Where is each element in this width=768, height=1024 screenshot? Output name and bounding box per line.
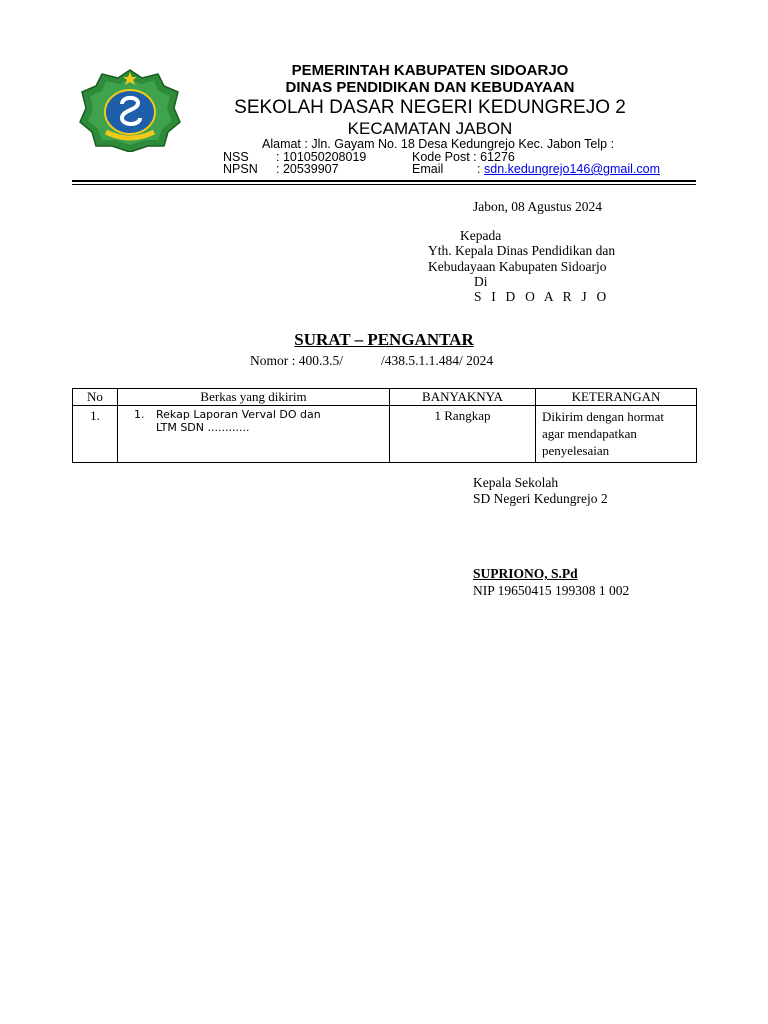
- government-line: PEMERINTAH KABUPATEN SIDOARJO: [291, 62, 569, 79]
- nss-label: NSS: [223, 150, 249, 164]
- school-address: Alamat : Jln. Gayam No. 18 Desa Kedungrejo Kec. Jabon Telp :: [262, 137, 615, 151]
- nss-value: : 101050208019: [276, 150, 367, 164]
- email-separator: :: [477, 162, 481, 176]
- signatory-role: Kepala Sekolah: [473, 475, 559, 490]
- letter-number-prefix: Nomor : 400.3.5/: [250, 353, 343, 368]
- recipient-line-2: Kebudayaan Kabupaten Sidoarjo: [428, 259, 607, 274]
- signatory-name: SUPRIONO, S.Pd: [473, 566, 578, 581]
- documents-table: [72, 388, 697, 463]
- table-row: [73, 406, 697, 463]
- remarks-line-1: Dikirim dengan hormat: [542, 409, 665, 424]
- row-item: [118, 406, 390, 463]
- letter-title: SURAT – PENGANTAR: [294, 330, 474, 349]
- table-header-row: [73, 389, 697, 406]
- remarks-line-2: agar mendapatkan: [542, 426, 637, 441]
- npsn-value: : 20539907: [276, 162, 339, 176]
- postal-code: Kode Post : 61276: [412, 150, 515, 164]
- header-banyaknya: BANYAKNYA: [390, 389, 536, 406]
- item-number: 1.: [134, 408, 145, 421]
- district-name: KECAMATAN JABON: [347, 119, 513, 138]
- row-remarks: [536, 406, 697, 463]
- school-emblem-logo: [78, 66, 182, 152]
- email-link[interactable]: sdn.kedungrejo146@gmail.com: [484, 162, 660, 176]
- letter-number: [250, 353, 493, 369]
- recipient-di: Di: [474, 274, 488, 289]
- department-line: DINAS PENDIDIKAN DAN KEBUDAYAAN: [285, 79, 575, 96]
- npsn-label: NPSN: [223, 162, 258, 176]
- letterhead-divider-thick: [72, 180, 696, 182]
- header-berkas: Berkas yang dikirim: [118, 389, 390, 406]
- signatory-nip: NIP 19650415 199308 1 002: [473, 583, 630, 598]
- item-line-2: LTM SDN ............: [156, 421, 250, 434]
- item-line-1: Rekap Laporan Verval DO dan: [156, 408, 321, 421]
- row-number: 1.: [73, 406, 118, 463]
- letterhead-divider-thin: [72, 184, 696, 185]
- school-name: SEKOLAH DASAR NEGERI KEDUNGREJO 2: [234, 97, 626, 118]
- header-keterangan: KETERANGAN: [536, 389, 697, 406]
- letter-number-suffix: /438.5.1.1.484/ 2024: [381, 353, 494, 368]
- signatory-school: SD Negeri Kedungrejo 2: [473, 491, 608, 506]
- letter-date: Jabon, 08 Agustus 2024: [473, 199, 603, 214]
- recipient-kepada: Kepada: [460, 228, 502, 243]
- recipient-city: S I D O A R J O: [474, 289, 610, 304]
- header-no: No: [73, 389, 118, 406]
- email-label: Email: [412, 162, 444, 176]
- recipient-line-1: Yth. Kepala Dinas Pendidikan dan: [428, 243, 616, 258]
- remarks-line-3: penyelesaian: [542, 443, 610, 458]
- row-quantity: 1 Rangkap: [390, 406, 536, 463]
